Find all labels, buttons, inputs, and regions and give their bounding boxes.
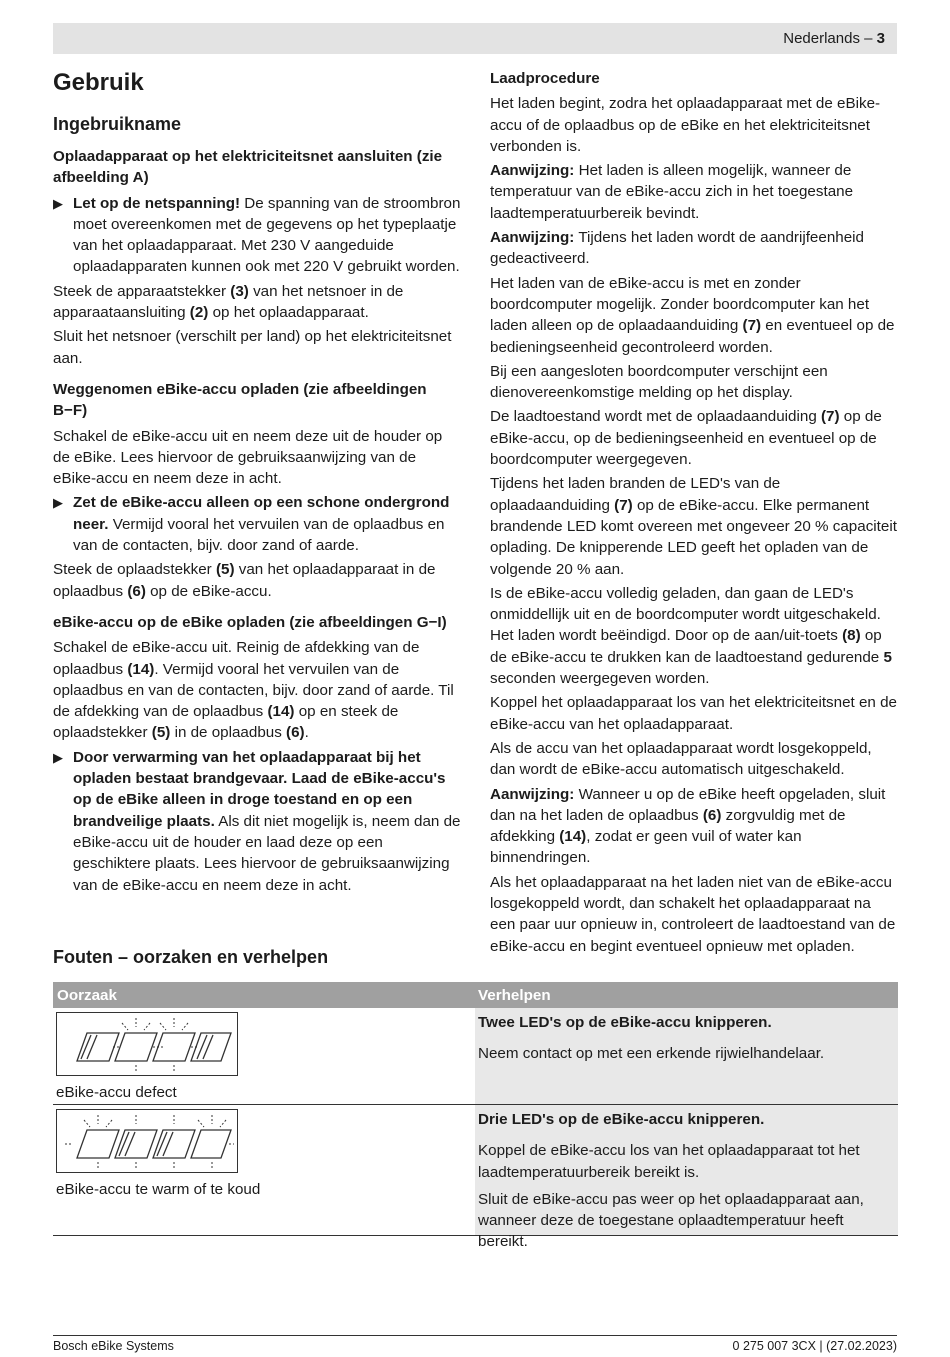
cause-text: eBike-accu te warm of te koud xyxy=(56,1181,261,1198)
fix-text: Koppel de eBike-accu los van het oplaadapparaat tot het laadtemperatuurbereik bereikt is. xyxy=(478,1142,860,1181)
paragraph: Als het oplaadapparaat na het laden niet van de eBike-accu losgekoppeld wordt, dan schakelt het oplaadapparaat na een paar uur opnieuw in, controleert de laadtoestand van de eBike-accu en begint eventueel opnieuw met opladen. xyxy=(490,873,896,955)
fix-text: Sluit de eBike-accu pas weer op het oplaadapparaat aan, wanneer deze de toegestane oplaadtemperatuur heeft bereikt. xyxy=(478,1190,864,1251)
table-row xyxy=(53,1008,898,1105)
note: Aanwijzing: Wanneer u op de eBike heeft opgeladen, sluit dan na het laden de oplaadbus (6) zorgvuldig met de afdekking (14), zodat er geen vuil of water kan binnendringen. xyxy=(490,785,886,867)
warning-bullet: ▶ Door verwarming van het oplaadapparaat bij het opladen bestaat brandgevaar. Laad de eBike-accu's op de eBike alleen in droge toestand en op een brandveilige plaats. Als dit niet mogelijk is, neem dan de eBike-accu uit de houder en laad deze op een geschiktere plaats. Lees hiervoor de gebruiksaanwijzing van de eBike-accu en neem deze in acht. xyxy=(53,748,461,894)
fix-text: Neem contact op met een erkende rijwielhandelaar. xyxy=(478,1045,825,1063)
paragraph: Schakel de eBike-accu uit en neem deze uit de houder op de eBike. Lees hiervoor de gebruiksaanwijzing van de eBike-accu en neem deze in acht. xyxy=(53,427,443,488)
fix-title: Twee LED's op de eBike-accu knipperen. xyxy=(478,1014,772,1031)
paragraph: Koppel het oplaadapparaat los van het elektriciteitsnet en de eBike-accu van het oplaadapparaat. xyxy=(490,694,897,733)
faults-title: Fouten – oorzaken en verhelpen xyxy=(53,947,329,967)
page-number: 3 xyxy=(876,30,885,47)
table-row xyxy=(53,1105,898,1251)
fix-cell xyxy=(475,1008,898,1104)
page-footer xyxy=(53,1335,897,1353)
section-heading-on-bike: eBike-accu op de eBike opladen (zie afbeeldingen G−I) xyxy=(53,613,447,631)
paragraph: Bij een aangesloten boordcomputer verschijnt een dienovereenkomstige melding op het display. xyxy=(490,362,828,402)
fix-title: Drie LED's op de eBike-accu knipperen. xyxy=(478,1111,765,1128)
footer-doc-number: 0 275 007 3CX | (27.02.2023) xyxy=(732,1339,897,1353)
arrow-right-icon: ▶ xyxy=(53,749,63,765)
left-column xyxy=(53,64,463,899)
paragraph: Sluit het netsnoer (verschilt per land) op het elektriciteitsnet aan. xyxy=(53,328,452,367)
paragraph: De laadtoestand wordt met de oplaadaanduiding (7) op de eBike-accu, op de bedieningseenheid en eventueel op de boordcomputer weergegeven. xyxy=(490,408,882,469)
note: Aanwijzing: Tijdens het laden wordt de aandrijfeenheid gedeactiveerd. xyxy=(490,229,864,268)
page-title: Gebruik xyxy=(53,69,144,96)
led-indicator-three-blinking-icon xyxy=(56,1109,238,1173)
paragraph: Steek de oplaadstekker (5) van het oplaadapparaat in de oplaadbus (6) op de eBike-accu. xyxy=(53,561,436,600)
section-subtitle: Ingebruikname xyxy=(53,114,182,134)
paragraph: Steek de apparaatstekker (3) van het netsnoer in de apparaataansluiting (2) op het oplaadapparaat. xyxy=(53,282,404,322)
section-heading-charging: Laadprocedure xyxy=(490,70,600,87)
fix-cell xyxy=(475,1105,898,1251)
arrow-right-icon: ▶ xyxy=(53,495,63,511)
cause-text: eBike-accu defect xyxy=(56,1084,177,1101)
faults-table xyxy=(53,982,898,1251)
paragraph: Het laden van de eBike-accu is met en zonder boordcomputer mogelijk. Zonder boordcomputer kan het laden alleen op de oplaadaanduiding (7) en eventueel op de bedieningseenheid gecontroleerd worden. xyxy=(490,274,895,356)
led-indicator-two-blinking-icon xyxy=(56,1012,238,1076)
section-heading-removed-battery: Weggenomen eBike-accu opladen (zie afbeeldingen B−F) xyxy=(53,380,427,420)
warning-bullet: ▶ Zet de eBike-accu alleen op een schone ondergrond neer. Vermijd vooral het vervuilen van de oplaadbus en van de contacten, bijv. door zand of aarde. xyxy=(53,494,450,555)
header-language: Nederlands – xyxy=(783,30,873,47)
right-column xyxy=(490,68,898,960)
warning-bullet: ▶ Let op de netspanning! De spanning van de stroombron moet overeenkomen met de gegevens op het typeplaatje van het oplaadapparaat. Met 230 V aangeduide oplaadapparaten kunnen ook met 220 V gebruikt worden. xyxy=(53,194,461,276)
page-header xyxy=(53,23,897,54)
paragraph: Schakel de eBike-accu uit. Reinig de afdekking van de oplaadbus (14). Vermijd vooral het vervuilen van de oplaadbus en van de contacten, bijv. door zand of aarde. Til de afdekking van de oplaadbus (14) op en steek de oplaadstekker (5) in de oplaadbus (6). xyxy=(53,639,454,742)
paragraph: Het laden begint, zodra het oplaadapparaat met de eBike-accu of de oplaadbus op de eBike en het elektriciteitsnet verbonden is. xyxy=(490,95,881,155)
paragraph: Is de eBike-accu volledig geladen, dan gaan de LED's onmiddellijk uit en de boordcomputer wordt uitgeschakeld. Het laden wordt beëindigd. Door op de aan/uit-toets (8) op de eBike-accu te drukken kan de laadtoestand gedurende 5 seconden weergegeven worden. xyxy=(490,584,892,688)
column-header-cause: Oorzaak xyxy=(57,987,117,1004)
table-header xyxy=(53,982,898,1008)
footer-publisher: Bosch eBike Systems xyxy=(53,1339,174,1353)
arrow-right-icon: ▶ xyxy=(53,195,63,211)
paragraph: Tijdens het laden branden de LED's van de oplaadaanduiding (7) op de eBike-accu. Elke permanent brandende LED komt overeen met ongeveer 20 % capaciteit oplading. De knipperende LED geeft het opladen van de volgende 20 % aan. xyxy=(490,475,897,578)
note: Aanwijzing: Het laden is alleen mogelijk, wanneer de temperatuur van de eBike-accu zich in het toegestane laadtemperatuurbereik bevindt. xyxy=(490,162,854,222)
paragraph: Als de accu van het oplaadapparaat wordt losgekoppeld, dan wordt de eBike-accu automatisch uitgeschakeld. xyxy=(490,739,872,779)
column-header-fix: Verhelpen xyxy=(478,987,551,1004)
section-heading-connect: Oplaadapparaat op het elektriciteitsnet aansluiten (zie afbeelding A) xyxy=(53,148,443,187)
